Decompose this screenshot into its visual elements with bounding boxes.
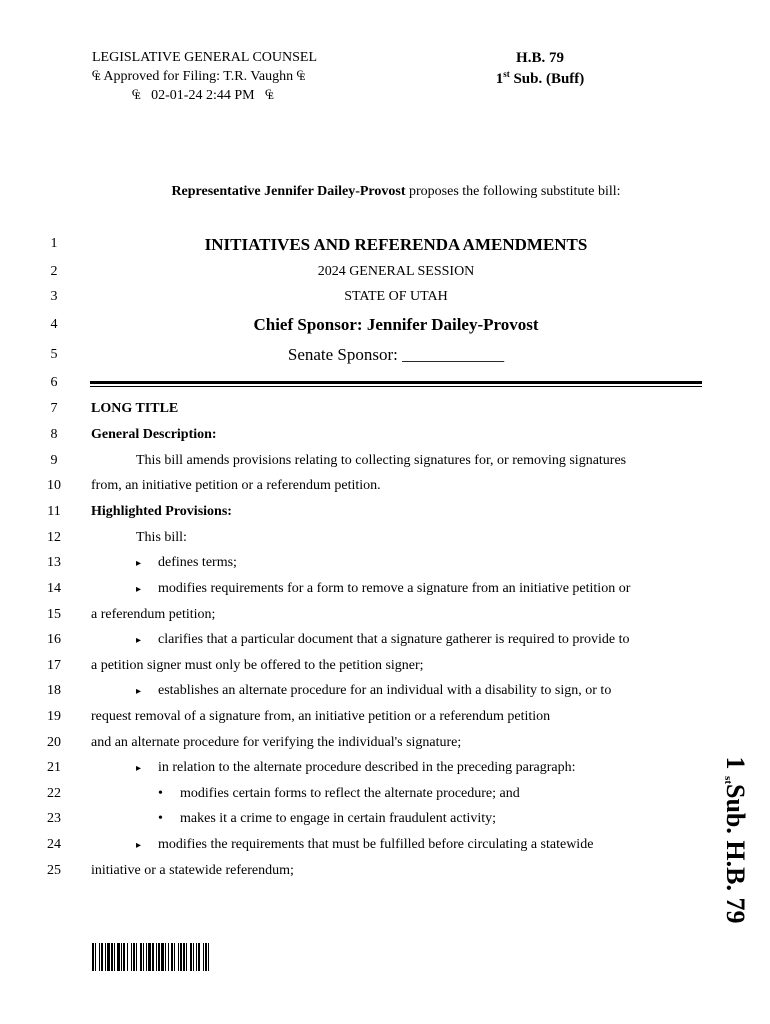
marker-icon: ₠ [265, 88, 274, 103]
sub-provision-item [158, 809, 710, 829]
divider-thick [90, 381, 702, 384]
line-number: 25 [47, 863, 61, 878]
sub-number: 1 [495, 71, 504, 87]
triangle-bullet-icon: ▸ [136, 840, 142, 851]
body-text: initiative or a statewide referendum; [91, 863, 294, 878]
sub-rest: Sub. (Buff) [509, 71, 585, 87]
line-number: 13 [47, 555, 61, 570]
line-5 [40, 345, 710, 365]
line-19 [40, 707, 710, 727]
line-11 [40, 502, 710, 522]
line-23 [40, 809, 710, 829]
triangle-bullet-icon: ▸ [136, 635, 142, 646]
body-text: from, an initiative petition or a referendum petition. [91, 478, 381, 493]
side-rest: Sub. H.B. 79 [721, 784, 750, 924]
line-13 [40, 553, 710, 573]
line-24 [40, 835, 710, 855]
line-number: 16 [47, 632, 61, 647]
line-number: 21 [47, 760, 61, 775]
datetime-line [92, 86, 317, 105]
provision-item [136, 630, 710, 651]
body-text: This bill: [136, 530, 187, 545]
datetime-text: 02-01-24 2:44 PM [151, 88, 255, 103]
line-25 [40, 861, 710, 881]
provision-text: establishes an alternate procedure for an individual with a disability to sign, or to [158, 683, 612, 698]
line-number: 19 [47, 709, 61, 724]
line-12 [40, 528, 710, 548]
line-9 [40, 451, 710, 471]
marker-icon: ₠ [132, 88, 141, 103]
proposer-name: Representative Jennifer Dailey-Provost [171, 184, 406, 199]
session-label: 2024 GENERAL SESSION [317, 264, 475, 279]
provision-item [136, 553, 710, 574]
approval-line [92, 67, 317, 86]
line-number: 11 [47, 504, 61, 519]
line-14 [40, 579, 710, 599]
provision-text: modifies requirements for a form to remove a signature from an initiative petition or [158, 581, 631, 596]
dot-bullet-icon: • [158, 786, 163, 801]
line-15 [40, 605, 710, 625]
line-2 [40, 262, 710, 282]
line-number: 10 [47, 478, 61, 493]
body-text: a referendum petition; [91, 607, 216, 622]
triangle-bullet-icon: ▸ [136, 686, 142, 697]
approval-text: Approved for Filing: T.R. Vaughn [103, 69, 294, 84]
provision-text: modifies certain forms to reflect the alternate procedure; and [180, 786, 520, 801]
dot-bullet-icon: • [158, 811, 163, 826]
line-3 [40, 287, 710, 307]
barcode-icon [92, 943, 286, 971]
triangle-bullet-icon: ▸ [136, 763, 142, 774]
line-22 [40, 784, 710, 804]
line-17 [40, 656, 710, 676]
line-21 [40, 758, 710, 778]
side-bill-label [720, 745, 750, 935]
sub-sup: st [503, 69, 510, 79]
general-description-heading: General Description: [91, 427, 217, 442]
line-number: 20 [47, 735, 61, 750]
provision-item [136, 835, 710, 856]
senate-sponsor: Senate Sponsor: ____________ [287, 345, 505, 364]
line-10 [40, 476, 710, 496]
proposal-line [0, 184, 770, 200]
body-text: and an alternate procedure for verifying the individual's signature; [91, 735, 462, 750]
bill-number: H.B. 79 [516, 50, 564, 66]
marker-icon: ₠ [92, 69, 101, 84]
marker-icon: ₠ [296, 69, 306, 84]
body-text: request removal of a signature from, an initiative petition or a referendum petition [91, 709, 551, 724]
line-8 [40, 425, 710, 445]
long-title-heading: LONG TITLE [91, 401, 179, 416]
line-number: 24 [47, 837, 61, 852]
line-7 [40, 399, 710, 419]
line-4 [40, 315, 710, 335]
provision-text: in relation to the alternate procedure described in the preceding paragraph: [158, 760, 576, 775]
line-number: 2 [50, 264, 58, 279]
proposal-text: proposes the following substitute bill: [405, 184, 621, 199]
bill-title: INITIATIVES AND REFERENDA AMENDMENTS [204, 235, 588, 254]
line-number: 5 [50, 347, 58, 362]
provision-text: defines terms; [158, 555, 237, 570]
provision-item [136, 681, 710, 702]
line-number: 14 [47, 581, 61, 596]
bill-id-block [470, 48, 610, 90]
header-counsel-block [92, 48, 317, 105]
line-number: 8 [50, 427, 58, 442]
body-text: This bill amends provisions relating to collecting signatures for, or removing signatures [136, 453, 627, 468]
provision-text: modifies the requirements that must be fulfilled before circulating a statewide [158, 837, 594, 852]
chief-sponsor: Chief Sponsor: Jennifer Dailey-Provost [253, 315, 539, 334]
state-label: STATE OF UTAH [344, 289, 448, 304]
line-number: 17 [47, 658, 61, 673]
line-1 [40, 234, 710, 254]
line-number: 3 [50, 289, 58, 304]
line-number: 18 [47, 683, 61, 698]
line-number: 1 [50, 236, 58, 251]
provision-item [136, 579, 710, 600]
line-20 [40, 733, 710, 753]
line-number: 9 [50, 453, 58, 468]
substitute-label [470, 69, 610, 90]
line-16 [40, 630, 710, 650]
side-sub: st [722, 776, 734, 784]
side-num: 1 [721, 756, 750, 770]
highlighted-provisions-heading: Highlighted Provisions: [91, 504, 232, 519]
triangle-bullet-icon: ▸ [136, 558, 142, 569]
line-number: 15 [47, 607, 61, 622]
side-label-text [720, 757, 750, 924]
line-number: 22 [47, 786, 61, 801]
triangle-bullet-icon: ▸ [136, 584, 142, 595]
sub-provision-item [158, 784, 710, 804]
provision-text: makes it a crime to engage in certain fraudulent activity; [180, 811, 497, 826]
line-number: 4 [50, 317, 58, 332]
line-18 [40, 681, 710, 701]
provision-text: clarifies that a particular document that a signature gatherer is required to provide to [158, 632, 630, 647]
line-number: 6 [50, 375, 58, 390]
provision-item [136, 758, 710, 779]
counsel-label: LEGISLATIVE GENERAL COUNSEL [92, 50, 318, 65]
line-number: 12 [47, 530, 61, 545]
line-number: 7 [50, 401, 58, 416]
divider-thin [90, 386, 702, 387]
line-number: 23 [47, 811, 61, 826]
body-text: a petition signer must only be offered to the petition signer; [91, 658, 424, 673]
